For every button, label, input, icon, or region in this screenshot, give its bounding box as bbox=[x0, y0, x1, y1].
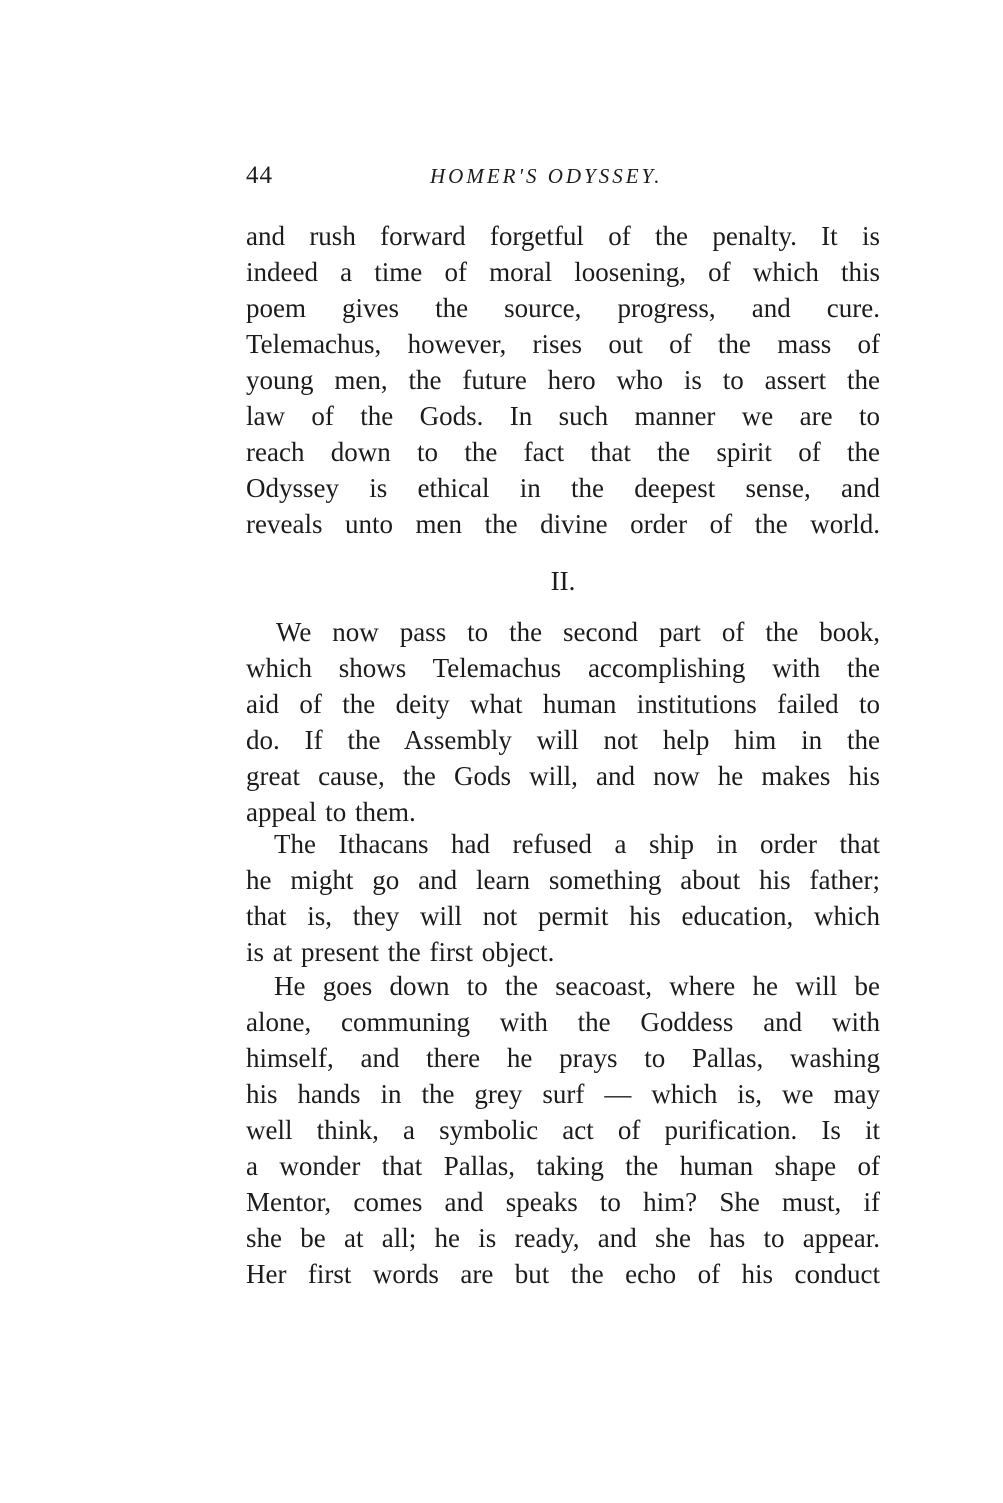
text-line: do. If the Assembly will not help him in the bbox=[246, 725, 880, 755]
text-line: is at present the first object. bbox=[246, 937, 555, 967]
text-line: great cause, the Gods will, and now he makes his bbox=[246, 761, 880, 791]
text-line: poem gives the source, progress, and cure. bbox=[246, 293, 880, 323]
text-line: himself, and there he prays to Pallas, washing bbox=[246, 1043, 880, 1073]
paragraph-1 bbox=[246, 614, 880, 830]
text-line: appeal to them. bbox=[246, 797, 416, 827]
page-number: 44 bbox=[246, 162, 273, 189]
text-line: he might go and learn something about his father; bbox=[246, 865, 880, 895]
text-line: she be at all; he is ready, and she has to appear. bbox=[246, 1223, 880, 1253]
paragraph-3 bbox=[246, 968, 880, 1292]
text-line: that is, they will not permit his education, which bbox=[246, 901, 880, 931]
text-line: indeed a time of moral loosening, of which this bbox=[246, 257, 880, 287]
text-line: young men, the future hero who is to assert the bbox=[246, 365, 880, 395]
text-line: reveals unto men the divine order of the world. bbox=[246, 509, 880, 539]
section-heading: II. bbox=[550, 566, 576, 596]
text-line: aid of the deity what human institutions failed to bbox=[246, 689, 880, 719]
page-header bbox=[246, 162, 880, 202]
text-line: well think, a symbolic act of purification. Is it bbox=[246, 1115, 880, 1145]
text-line: He goes down to the seacoast, where he will be bbox=[274, 971, 880, 1001]
paragraph-2 bbox=[246, 826, 880, 970]
text-line: The Ithacans had refused a ship in order that bbox=[274, 829, 880, 859]
text-line: his hands in the grey surf — which is, we may bbox=[246, 1079, 880, 1109]
text-line: a wonder that Pallas, taking the human shape of bbox=[246, 1151, 880, 1181]
running-title: HOMER'S ODYSSEY. bbox=[430, 164, 663, 188]
paragraph-continued bbox=[246, 218, 880, 542]
text-line: which shows Telemachus accomplishing with the bbox=[246, 653, 880, 683]
text-line: Odyssey is ethical in the deepest sense, and bbox=[246, 473, 880, 503]
text-line: Mentor, comes and speaks to him? She must, if bbox=[246, 1187, 880, 1217]
text-line: Telemachus, however, rises out of the mass of bbox=[246, 329, 880, 359]
text-line: law of the Gods. In such manner we are to bbox=[246, 401, 880, 431]
text-line: We now pass to the second part of the book, bbox=[276, 617, 880, 647]
text-line: and rush forward forgetful of the penalty. It is bbox=[246, 221, 880, 251]
text-line: Her first words are but the echo of his conduct bbox=[246, 1259, 880, 1289]
text-line: reach down to the fact that the spirit of the bbox=[246, 437, 880, 467]
text-line: alone, communing with the Goddess and with bbox=[246, 1007, 880, 1037]
